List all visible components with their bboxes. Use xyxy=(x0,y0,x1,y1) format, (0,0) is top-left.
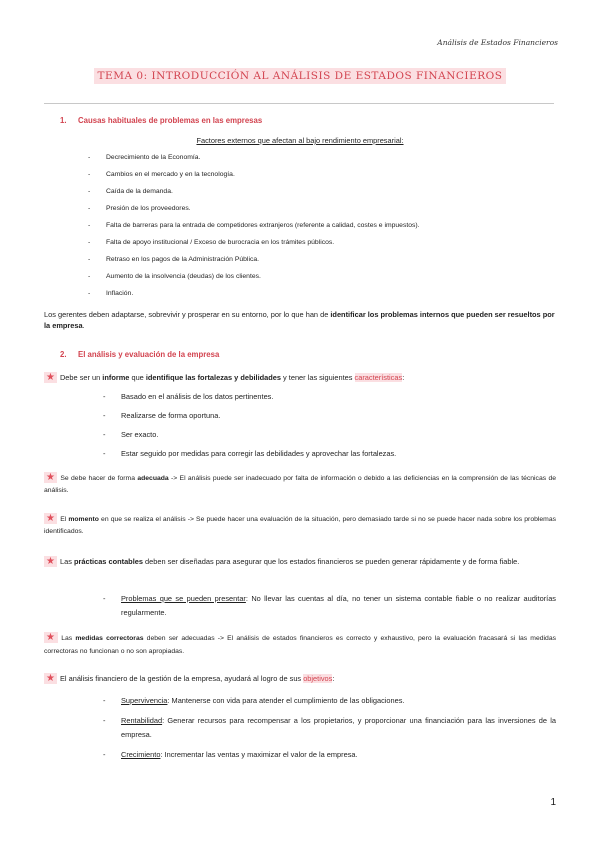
list-item: - Aumento de la insolvencia (deudas) de los clientes. xyxy=(88,272,420,289)
section-1-heading xyxy=(60,116,262,125)
dash-bullet: - xyxy=(103,430,106,439)
list-item: - Presión de los proveedores. xyxy=(88,204,420,221)
section-1-subtitle: Factores externos que afectan al bajo rendimiento empresarial: xyxy=(196,136,404,145)
star-icon: ★ xyxy=(46,632,57,643)
star-icon: ★ xyxy=(46,472,56,483)
report-paragraph: ★ Debe ser un informe que identifique las fortalezas y debilidades y tener las siguientes características: xyxy=(46,372,405,383)
page-title xyxy=(0,66,600,84)
problems-item: - Problemas que se pueden presentar: No llevar las cuentas al día, no tener un sistema contable fiable o no realizar auditorías regularmente. xyxy=(103,592,556,620)
list-item: - Decrecimiento de la Economía. xyxy=(88,153,420,170)
section-2-heading xyxy=(60,350,219,359)
star-icon: ★ xyxy=(46,556,55,567)
list-item: - Cambios en el mercado y en la tecnología. xyxy=(88,170,420,187)
running-header: Análisis de Estados Financieros xyxy=(437,38,558,47)
dash-bullet: - xyxy=(103,449,106,458)
dash-bullet: - xyxy=(88,273,91,280)
dash-bullet: - xyxy=(103,696,106,705)
list-item: - Rentabilidad: Generar recursos para recompensar a los propietarios, y proporcionar una financiación para las inversiones de la empresa. xyxy=(103,714,556,742)
section-2-number: 2. xyxy=(60,350,67,359)
dash-bullet: - xyxy=(103,594,106,603)
dash-bullet: - xyxy=(88,290,91,297)
objectives-paragraph: ★ El análisis financiero de la gestión de la empresa, ayudará al logro de sus objetivos: xyxy=(46,673,335,684)
list-item: - Basado en el análisis de los datos pertinentes. xyxy=(103,392,274,401)
section-2-title: El análisis y evaluación de la empresa xyxy=(78,350,220,359)
characteristics-list xyxy=(103,391,396,467)
list-item: - Falta de barreras para la entrada de competidores extranjeros (referente a calidad, costes e impuestos). xyxy=(88,221,420,238)
list-item: - Realizarse de forma oportuna. xyxy=(103,411,221,420)
list-item: - Supervivencia: Mantenerse con vida para atender el cumplimiento de las obligaciones. xyxy=(103,694,556,708)
list-item: - Ser exacto. xyxy=(103,430,159,439)
dash-bullet: - xyxy=(88,205,91,212)
accounting-practices-paragraph: ★ Las prácticas contables deben ser diseñadas para asegurar que los estados financieros se pueden generar rápidamente y de forma fiable. xyxy=(46,556,520,567)
objectives-list xyxy=(103,694,556,762)
list-item: - Crecimiento: Incrementar las ventas y maximizar el valor de la empresa. xyxy=(103,748,556,762)
page-title-text: TEMA 0: INTRODUCCIÓN AL ANÁLISIS DE ESTADOS FINANCIEROS xyxy=(94,68,507,84)
dash-bullet: - xyxy=(88,188,91,195)
list-item: - Estar seguido por medidas para corregir las debilidades y aprovechar las fortalezas. xyxy=(103,449,397,458)
dash-bullet: - xyxy=(103,411,106,420)
list-item: - Caída de la demanda. xyxy=(88,187,420,204)
timing-paragraph: ★ El momento en que se realiza el análisis -> Se puede hacer una evaluación de la situación, pero demasiado tarde si no se puede hacer nada sobre los problemas identificados. xyxy=(44,513,557,535)
dash-bullet: - xyxy=(88,256,91,263)
page-number: 1 xyxy=(550,797,556,808)
section-1-title: Causas habituales de problemas en las empresas xyxy=(78,116,263,125)
section-1-number: 1. xyxy=(60,116,67,125)
corrective-measures-paragraph: ★ Las medidas correctoras deben ser adecuadas -> El análisis de estados financieros es correcto y exhaustivo, pero la evaluación fracasará si las medidas correctoras no funcionan o no son apropiadas. xyxy=(44,632,556,655)
section-1-paragraph: Los gerentes deben adaptarse, sobrevivir y prosperar en su entorno, por lo que han de identificar los problemas internos que pueden ser resueltos por la empresa. xyxy=(44,310,555,330)
star-icon: ★ xyxy=(46,673,55,684)
dash-bullet: - xyxy=(103,750,106,759)
dash-bullet: - xyxy=(88,171,91,178)
star-icon: ★ xyxy=(46,372,55,383)
list-item: - Inflación. xyxy=(88,289,420,306)
dash-bullet: - xyxy=(88,239,91,246)
dash-bullet: - xyxy=(103,392,106,401)
title-divider xyxy=(44,103,554,104)
dash-bullet: - xyxy=(88,154,91,161)
dash-bullet: - xyxy=(88,222,91,229)
star-icon: ★ xyxy=(46,513,56,524)
dash-bullet: - xyxy=(103,716,106,725)
external-factors-list xyxy=(88,153,420,306)
list-item: - Falta de apoyo institucional / Exceso de burocracia en los trámites públicos. xyxy=(88,238,420,255)
adequacy-paragraph: ★ Se debe hacer de forma adecuada -> El análisis puede ser inadecuado por falta de información o debido a las deficiencias en la comprensión de las técnicas de análisis. xyxy=(44,472,557,494)
list-item: - Retraso en los pagos de la Administración Pública. xyxy=(88,255,420,272)
